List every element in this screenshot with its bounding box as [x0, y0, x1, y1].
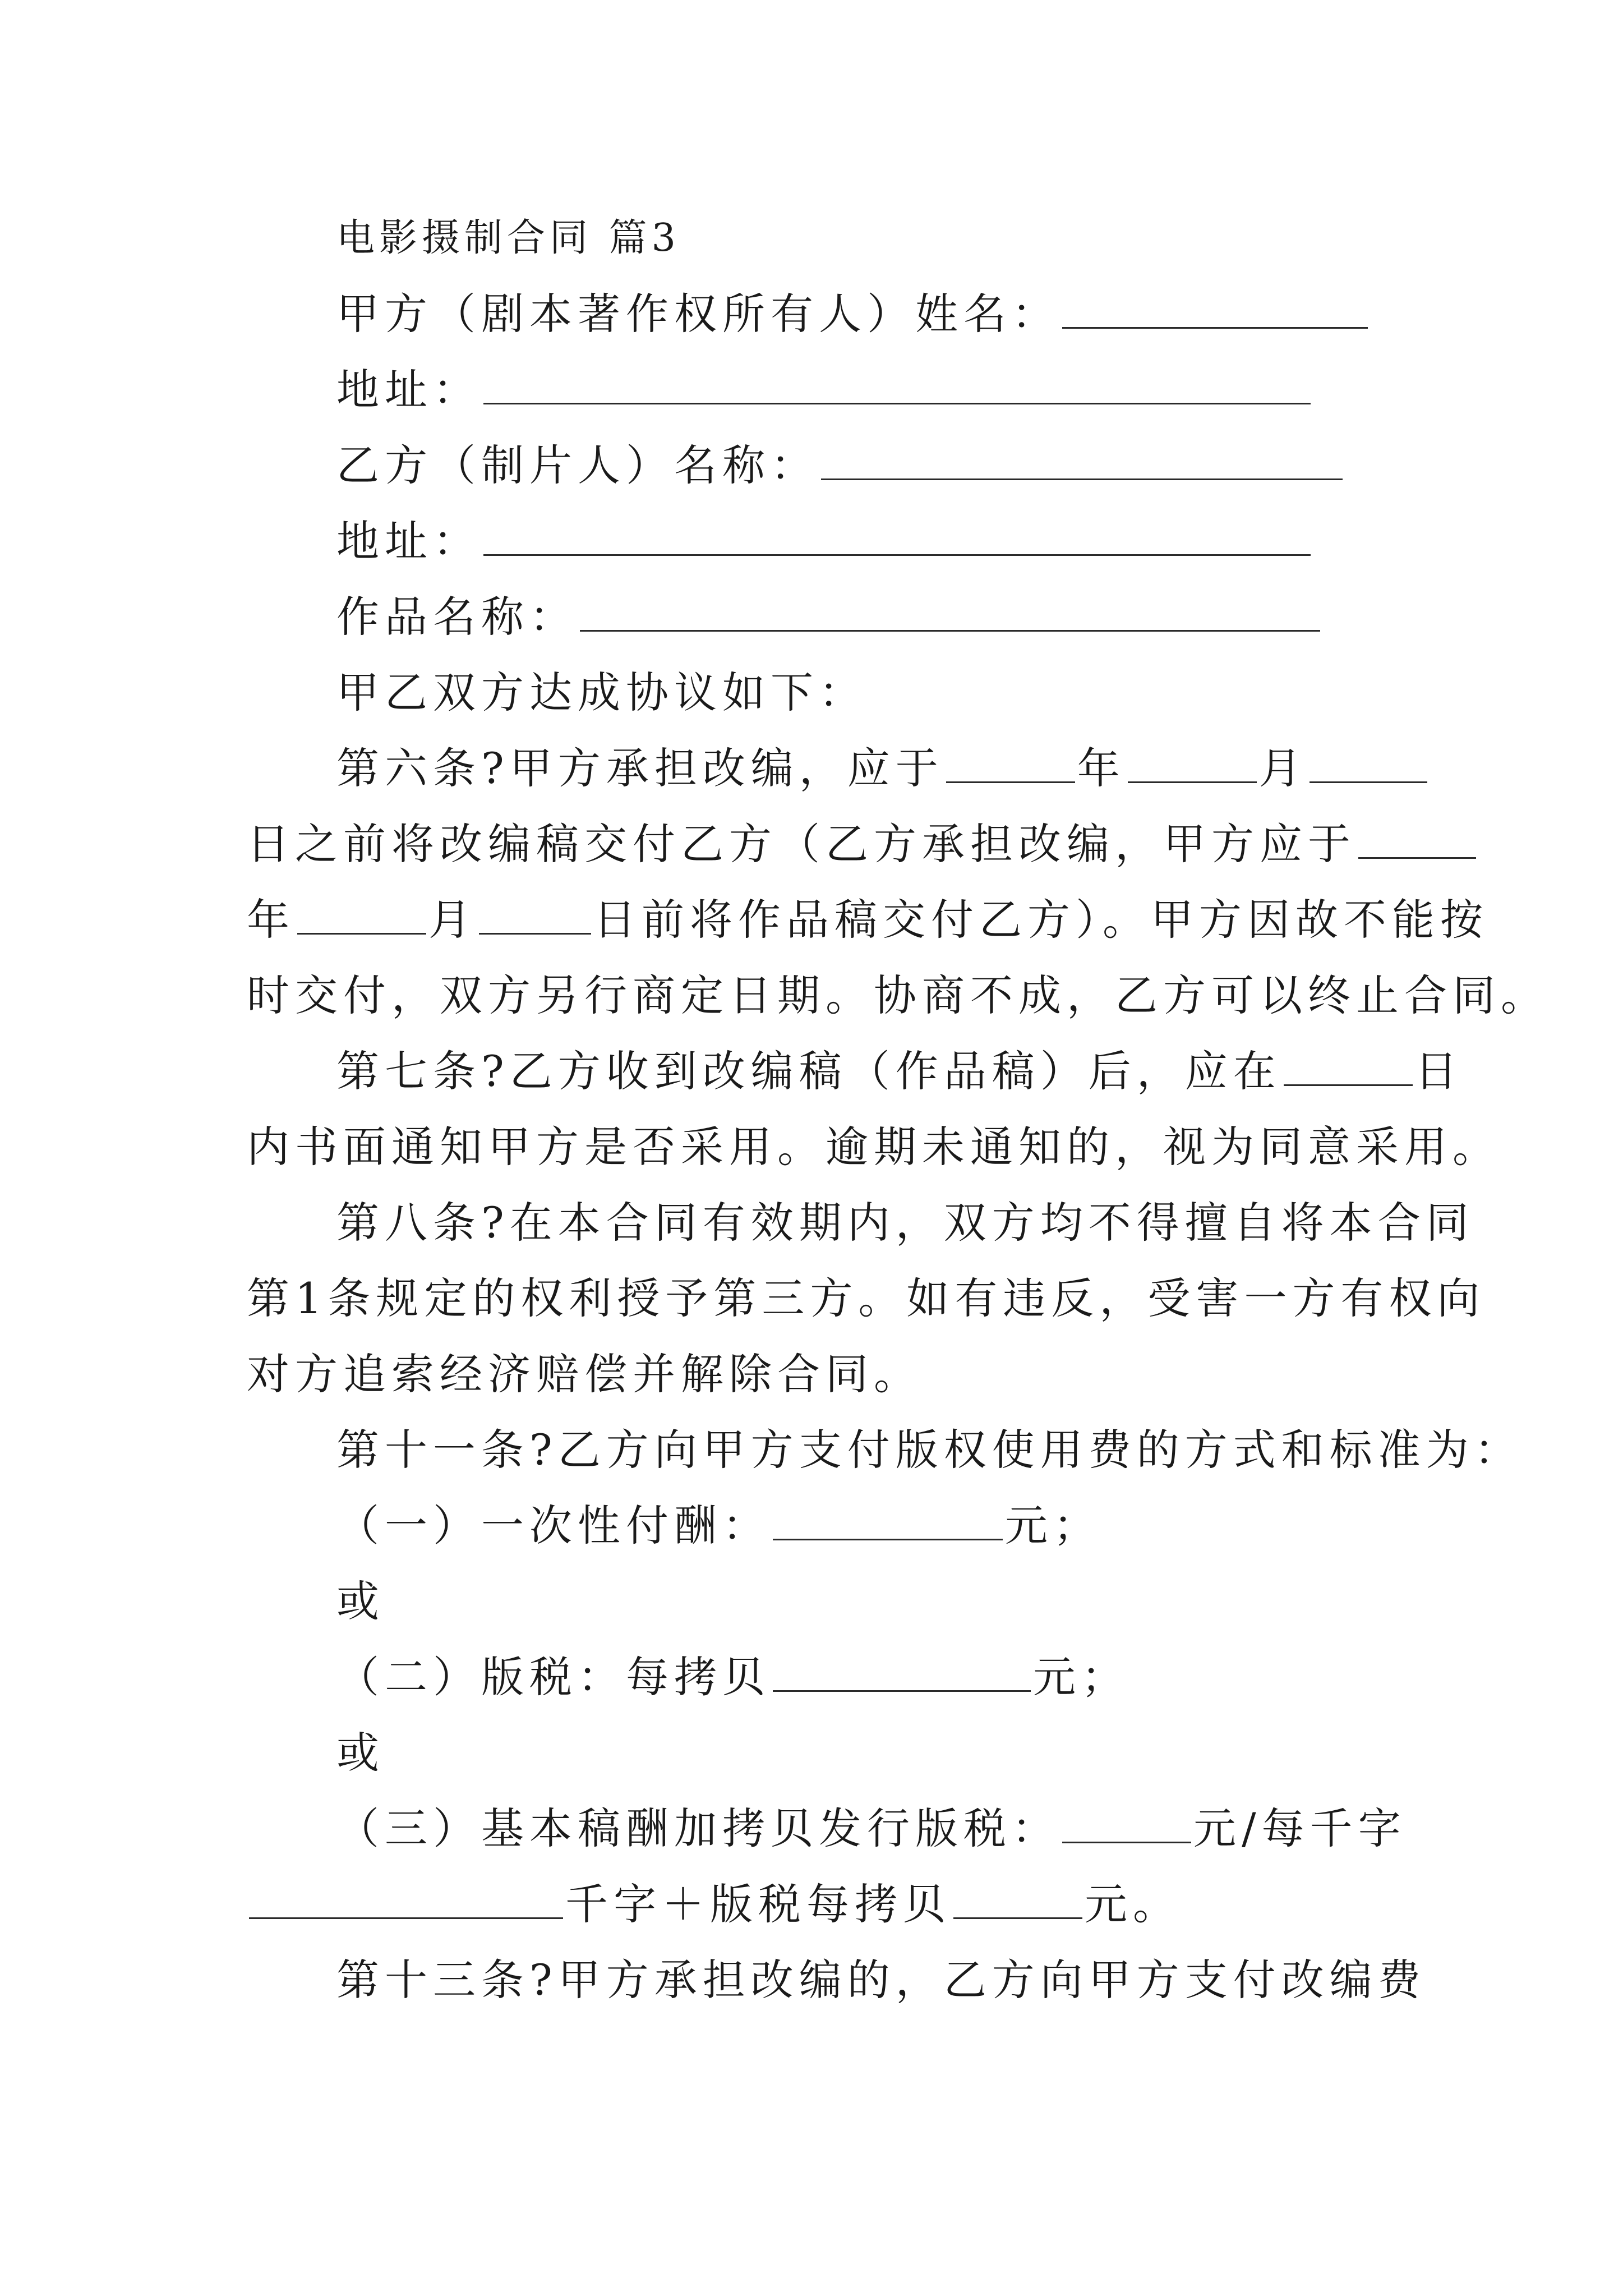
party-b-address-row [336, 513, 1396, 569]
article7-line1 [336, 1043, 1463, 1099]
option2-label: （二）版税：每拷贝 [336, 1652, 771, 1702]
option3-royalty-unit: 元。 [1085, 1879, 1181, 1929]
article11-or1 [336, 1573, 1396, 1630]
article7-day-label: 日 [1414, 1046, 1463, 1096]
option2-amount-blank[interactable] [773, 1650, 1031, 1692]
work-name-blank[interactable] [580, 590, 1320, 632]
or-text-2: 或 [336, 1728, 385, 1778]
option3-words-blank[interactable] [249, 1877, 563, 1919]
option2-unit: 元； [1033, 1652, 1129, 1702]
article13-text: 第十三条?甲方承担改编的，乙方向甲方支付改编费 [336, 1955, 1426, 2005]
article7-text-b: 内书面通知甲方是否采用。逾期未通知的，视为同意采用。 [247, 1122, 1501, 1172]
article6-line2 [247, 816, 1396, 872]
article6-year2-label: 年 [247, 895, 295, 945]
work-name-label: 作品名称： [336, 592, 578, 642]
option1-amount-blank[interactable] [773, 1498, 1003, 1540]
option3-royalty-blank[interactable] [953, 1877, 1082, 1919]
agreement-intro [336, 665, 1396, 721]
article6-month2-label: 月 [428, 895, 477, 945]
party-b-name-row [336, 438, 1396, 494]
article6-line4 [247, 968, 1549, 1024]
article11-line1 [336, 1422, 1523, 1478]
article6-month2-blank[interactable] [297, 892, 426, 935]
article11-option2 [336, 1649, 1396, 1705]
article8-line1 [336, 1195, 1474, 1251]
article11-option3-cont [247, 1876, 1396, 1932]
work-name-row [336, 589, 1396, 645]
article8-line2 [247, 1271, 1486, 1327]
party-a-address-blank[interactable] [483, 362, 1311, 404]
article8-text-b: 第1条规定的权利授予第三方。如有违反，受害一方有权向 [247, 1273, 1486, 1323]
article8-text-a: 第八条?在本合同有效期内，双方均不得擅自将本合同 [336, 1198, 1474, 1248]
document-title [336, 210, 1396, 266]
article6-text-d: 时交付，双方另行商定日期。协商不成，乙方可以终止合同。 [247, 970, 1549, 1020]
party-a-name-row [336, 286, 1396, 342]
party-a-label: 甲方（剧本著作权所有人）姓名： [336, 289, 1060, 339]
article13-line1 [336, 1952, 1426, 2008]
party-b-name-blank[interactable] [821, 438, 1343, 480]
article6-year2-blank[interactable] [1358, 817, 1476, 859]
option1-unit: 元； [1005, 1501, 1101, 1550]
article7-days-blank[interactable] [1284, 1044, 1413, 1086]
option3-rate-unit: 元/每千字 [1193, 1803, 1407, 1853]
party-b-address-blank[interactable] [483, 514, 1311, 556]
article8-text-c: 对方追索经济赔偿并解除合同。 [247, 1349, 922, 1399]
option1-label: （一）一次性付酬： [336, 1501, 771, 1550]
article6-year-label: 年 [1077, 743, 1126, 793]
article11-option1 [336, 1498, 1396, 1554]
article6-year-blank[interactable] [946, 741, 1075, 783]
address-label-a: 地址： [336, 365, 481, 415]
article7-text-a: 第七条?乙方收到改编稿（作品稿）后，应在 [336, 1046, 1281, 1096]
article6-line3 [247, 892, 1488, 948]
party-b-label: 乙方（制片人）名称： [336, 440, 819, 490]
article6-month-blank[interactable] [1128, 741, 1257, 783]
article6-month-label: 月 [1258, 743, 1307, 793]
article6-text-c: 日前将作品稿交付乙方）。甲方因故不能按 [593, 895, 1488, 945]
agreement-intro-text: 甲乙双方达成协议如下： [336, 668, 867, 717]
article6-line1 [336, 740, 1396, 797]
article6-text-a: 第六条?甲方承担改编，应于 [336, 743, 944, 793]
article11-text: 第十一条?乙方向甲方支付版权使用费的方式和标准为： [336, 1425, 1523, 1475]
option3-royalty-label: 千字＋版税每拷贝 [565, 1879, 951, 1929]
party-a-address-row [336, 362, 1396, 418]
article11-or2 [336, 1725, 1396, 1781]
article6-text-b: 日之前将改编稿交付乙方（乙方承担改编，甲方应于 [247, 819, 1356, 869]
party-a-name-blank[interactable] [1062, 287, 1368, 329]
address-label-b: 地址： [336, 516, 481, 566]
article8-line3 [247, 1346, 1396, 1402]
article6-day-blank[interactable] [1310, 741, 1427, 783]
option3-label: （三）基本稿酬加拷贝发行版税： [336, 1803, 1060, 1853]
title-text: 电影摄制合同 篇3 [336, 216, 680, 260]
or-text-1: 或 [336, 1576, 385, 1626]
article7-line2 [247, 1119, 1501, 1175]
option3-rate-blank[interactable] [1062, 1801, 1191, 1843]
article6-day2-blank[interactable] [479, 892, 591, 935]
article11-option3 [336, 1801, 1407, 1857]
